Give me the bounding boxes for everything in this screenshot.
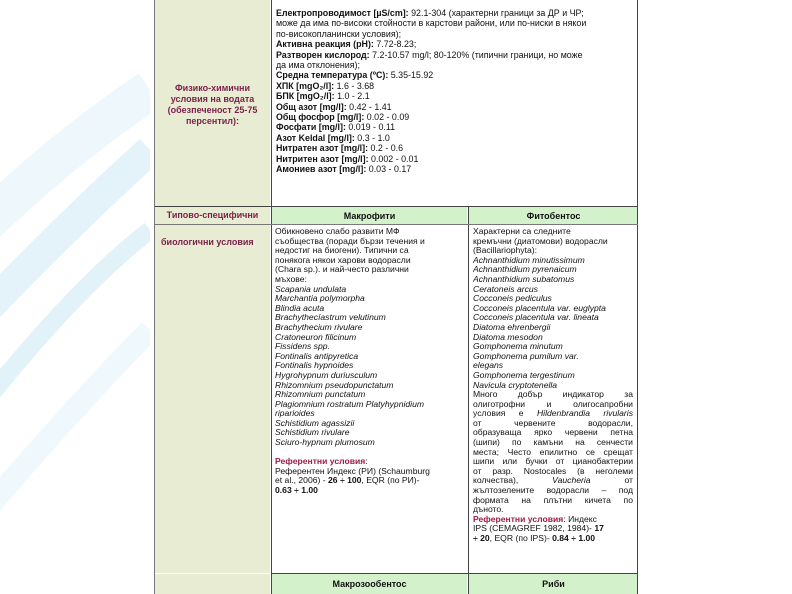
text-fragment: Общ фосфор [mg/l]: bbox=[276, 112, 365, 123]
text-fragment: 0.84 ÷ 1.00 bbox=[552, 533, 596, 543]
text-line bbox=[276, 81, 636, 91]
macrophytes-header bbox=[272, 207, 467, 224]
text-fragment: elegans bbox=[473, 360, 504, 371]
type-specific-label-cell bbox=[155, 207, 270, 224]
grid-line bbox=[637, 0, 638, 594]
text-fragment: Cratoneuron filicinum bbox=[275, 331, 357, 342]
text-fragment: Ceratoneis arcus bbox=[473, 283, 538, 294]
arc-graphic bbox=[0, 0, 150, 594]
text-fragment: Blindia acuta bbox=[275, 302, 325, 313]
grid-line bbox=[155, 206, 638, 207]
text-fragment: Gomphonema pumilum var. bbox=[473, 350, 579, 361]
text-fragment: условия е bbox=[473, 408, 537, 419]
text-fragment: Gomphonema tergestinum bbox=[473, 369, 575, 380]
text-line bbox=[276, 91, 636, 101]
text-fragment: 0.63 ÷ 1.00 bbox=[275, 485, 318, 496]
text-line bbox=[276, 154, 636, 164]
text-fragment: дъното. bbox=[473, 504, 504, 515]
text-fragment: Характерни са следните bbox=[473, 227, 571, 236]
text-fragment: (шипи) по камъни на сенчести bbox=[473, 437, 633, 448]
text-line bbox=[276, 102, 636, 112]
grid-line bbox=[271, 0, 272, 594]
text-fragment: колчества), bbox=[473, 475, 553, 486]
text-fragment: Rhizomnium punctatum bbox=[275, 389, 366, 400]
text-fragment: , EQR (по РИ)- bbox=[361, 475, 420, 486]
text-fragment: Achnanthidium subatomus bbox=[473, 273, 575, 284]
text-fragment: 7.72-8.23; bbox=[373, 39, 417, 50]
text-fragment: , EQR (по IPS)- bbox=[489, 533, 553, 543]
text-fragment: от bbox=[590, 475, 633, 486]
text-fragment: Cocconeis pediculus bbox=[473, 293, 552, 304]
text-fragment: места; Често епилитно се срещат bbox=[473, 446, 633, 457]
macrozoobenthos-header-text: Макрозообентос bbox=[332, 579, 407, 589]
text-fragment: Активна реакция (pH): bbox=[276, 39, 374, 50]
text-fragment: 5.35-15.92 bbox=[388, 70, 434, 81]
text-fragment: от разр. Nostocales (в неголеми bbox=[473, 465, 633, 476]
text-fragment: 17 bbox=[594, 523, 604, 534]
text-fragment: 0.019 - 0.11 bbox=[345, 122, 396, 133]
text-fragment: формата на плътни кичета по bbox=[473, 494, 633, 505]
document-table bbox=[154, 0, 638, 594]
text-fragment: Diatoma ehrenbergii bbox=[473, 321, 551, 332]
text-fragment: Fissidens spp. bbox=[275, 341, 330, 352]
text-fragment: Navicula cryptotenella bbox=[473, 379, 558, 390]
text-line bbox=[276, 8, 636, 18]
text-fragment: Нитратен азот [mg/l]: bbox=[276, 143, 369, 154]
macrozoobenthos-header bbox=[272, 574, 467, 594]
text-fragment: Азот Keldal [mg/l]: bbox=[276, 132, 355, 143]
phytobenthos-header-text: Фитобентос bbox=[526, 210, 581, 221]
text-fragment: олиготрофни и олигосапробни bbox=[473, 398, 633, 409]
text-line bbox=[276, 60, 636, 70]
text-fragment: : bbox=[365, 456, 368, 467]
decorative-arcs bbox=[0, 0, 150, 594]
text-line bbox=[276, 29, 636, 39]
text-fragment: Diatoma mesodon bbox=[473, 331, 543, 342]
text-line bbox=[276, 18, 636, 28]
phytobenthos-header bbox=[469, 207, 638, 224]
text-fragment: Общ азот [mg/l]: bbox=[276, 101, 347, 112]
text-fragment: Fontinalis antipyretica bbox=[275, 350, 359, 361]
phytobenthos-content bbox=[473, 227, 633, 572]
text-fragment: 1.6 - 3.68 bbox=[334, 80, 375, 91]
physchem-label: Физико-химични условия на водата (обезпеченост 25-75 персентил): bbox=[167, 83, 258, 126]
text-fragment: Achnanthidium pyrenaicum bbox=[473, 264, 577, 275]
text-line bbox=[276, 164, 636, 174]
text-fragment: шипи или бучки от цианобактерии bbox=[473, 456, 633, 467]
text-fragment: Gomphonema minutum bbox=[473, 341, 563, 352]
text-line bbox=[275, 438, 467, 448]
text-fragment: ХПК [mgO₂/l]: bbox=[276, 80, 335, 91]
text-fragment: Cocconeis placentula var. lineata bbox=[473, 312, 599, 323]
text-fragment: Разтворен кислород: bbox=[276, 49, 370, 60]
bio-label: биологични условия bbox=[161, 237, 254, 247]
text-fragment: Нитритен азот [mg/l]: bbox=[276, 153, 369, 164]
text-fragment: Референтни условия bbox=[275, 456, 366, 467]
text-line bbox=[276, 122, 636, 132]
text-fragment: Референтен Индекс (РИ) (Schaumburg bbox=[275, 465, 430, 476]
physchem-parameters bbox=[274, 8, 636, 204]
text-fragment: Много добър индикатор за bbox=[473, 389, 633, 400]
text-fragment: да има отклонения); bbox=[276, 60, 360, 71]
grid-line bbox=[155, 224, 638, 225]
text-fragment: Hildenbrandia rivularis bbox=[536, 408, 633, 419]
text-fragment: ÷ 20 bbox=[473, 533, 490, 543]
text-fragment: жълтозелените водорасли – под bbox=[473, 485, 633, 496]
text-fragment: : Индекс bbox=[563, 513, 597, 524]
text-fragment: Обикновено слабо развити МФ bbox=[275, 227, 400, 236]
text-fragment: Scapania undulata bbox=[275, 283, 347, 294]
text-fragment: Електропроводимост [µS/cm]: bbox=[276, 8, 409, 18]
text-fragment: може да има по-високи стойности в карстови райони, или по-ниски в някои bbox=[276, 18, 587, 29]
text-fragment: 26 ÷ 100 bbox=[328, 475, 362, 486]
grid-line bbox=[271, 573, 638, 574]
bottom-label-cell bbox=[155, 574, 270, 594]
text-fragment: Marchantia polymorpha bbox=[275, 293, 365, 304]
text-fragment: Sciuro-hypnum plumosum bbox=[275, 437, 375, 448]
text-line bbox=[276, 133, 636, 143]
type-specific-label: Типово-специфични bbox=[166, 210, 259, 220]
text-fragment: Schistidium agassizii bbox=[275, 417, 355, 428]
text-fragment: 0.2 - 0.6 bbox=[368, 143, 404, 154]
text-fragment: 92.1-304 (характерни граници за ДР и ЧР; bbox=[408, 8, 584, 18]
text-fragment: БПК [mgO₂/l]: bbox=[276, 91, 335, 102]
text-fragment: съобщества (поради бързи течения и bbox=[275, 235, 425, 246]
text-line bbox=[276, 70, 636, 80]
text-fragment: Средна температура (ºC): bbox=[276, 70, 389, 81]
text-fragment: Rhizomnium pseudopunctatum bbox=[275, 379, 394, 390]
text-line bbox=[473, 534, 633, 544]
text-fragment: Cocconeis placentula var. euglypta bbox=[473, 302, 606, 313]
text-fragment: (Bacillariophyta): bbox=[473, 245, 537, 256]
fish-header bbox=[469, 574, 638, 594]
text-fragment: 0.42 - 1.41 bbox=[346, 101, 392, 112]
text-fragment: образуваща ярко червени петна bbox=[473, 427, 633, 438]
text-fragment: et al., 2006) - bbox=[275, 475, 329, 486]
text-fragment: Fontinalis hypnoides bbox=[275, 360, 354, 371]
text-fragment: 0.3 - 1.0 bbox=[354, 132, 390, 143]
text-fragment: 7.2-10.57 mg/l; 80-120% (типични граници, но може bbox=[369, 49, 583, 60]
grid-line bbox=[468, 206, 469, 594]
text-fragment: кремъчни (диатомови) водорасли bbox=[473, 235, 608, 246]
text-line bbox=[276, 50, 636, 60]
text-fragment: Plagiomnium rostratum Platyhypnidium bbox=[275, 398, 425, 409]
text-line bbox=[276, 39, 636, 49]
text-fragment: Vaucheria bbox=[552, 475, 591, 486]
macrophytes-content bbox=[275, 227, 467, 572]
text-fragment: Brachythecium rivulare bbox=[275, 321, 363, 332]
text-fragment: Schistidium rivulare bbox=[275, 427, 350, 438]
text-fragment: Brachythecíastrum velutinum bbox=[275, 312, 386, 323]
text-fragment: Референтни условия bbox=[473, 513, 564, 524]
text-fragment: 0.002 - 0.01 bbox=[368, 153, 419, 164]
text-fragment: 0.02 - 0.09 bbox=[364, 112, 410, 123]
text-line bbox=[276, 143, 636, 153]
text-line bbox=[275, 486, 467, 496]
text-fragment: понякога някои харови водорасли bbox=[275, 254, 411, 265]
bio-label-cell bbox=[155, 225, 270, 573]
text-fragment: мъхове: bbox=[275, 273, 307, 284]
text-fragment: (Chara sp.). и най-често различни bbox=[275, 264, 409, 275]
text-fragment: 0.03 - 0.17 bbox=[366, 164, 412, 175]
text-fragment: недостиг на биогени). Типични са bbox=[275, 245, 409, 256]
macrophytes-header-text: Макрофити bbox=[343, 210, 396, 221]
text-fragment: Hygrohypnum duriusculum bbox=[275, 369, 378, 380]
text-fragment: по-високопланински условия); bbox=[276, 28, 402, 39]
physchem-label-cell bbox=[155, 0, 270, 206]
text-line bbox=[276, 112, 636, 122]
text-fragment: IPS (CEMAGREF 1982, 1984)- bbox=[473, 523, 595, 534]
text-fragment: Фосфати [mg/l]: bbox=[276, 122, 346, 133]
text-fragment: Амониев азот [mg/l]: bbox=[276, 164, 367, 175]
text-fragment: riparioides bbox=[275, 408, 315, 419]
text-fragment: Achnanthidium minutissimum bbox=[473, 254, 585, 265]
text-fragment: от червените водорасли, bbox=[473, 417, 633, 428]
text-fragment: 1.0 - 2.1 bbox=[334, 91, 370, 102]
fish-header-text: Риби bbox=[542, 579, 565, 589]
